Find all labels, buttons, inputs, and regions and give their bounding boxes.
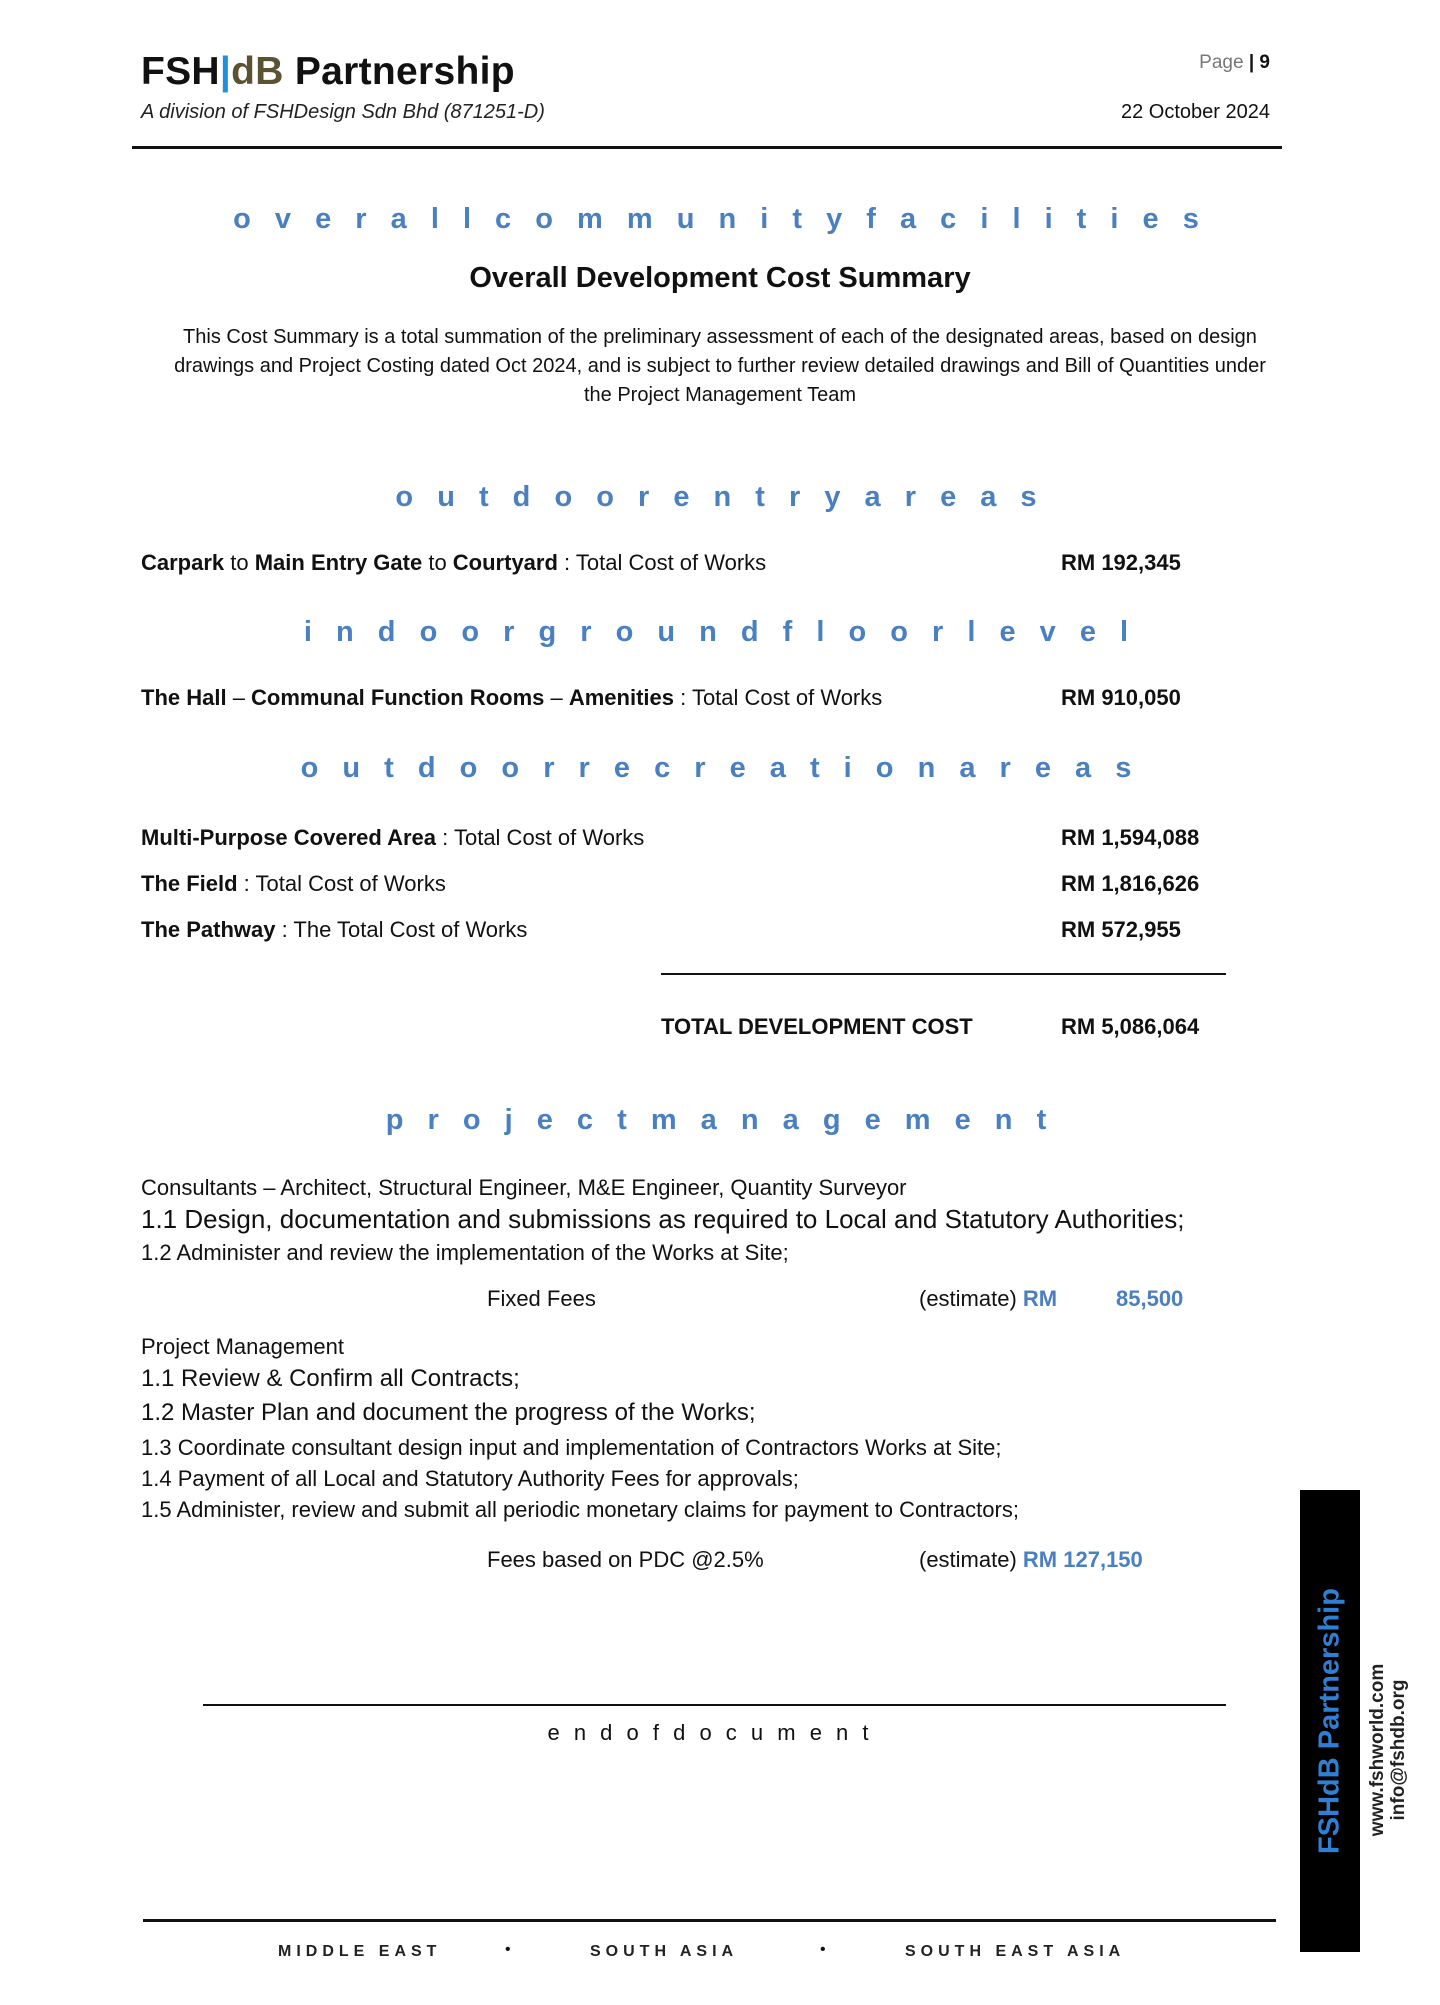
brand-fsh: FSH [141,50,220,93]
pm-item-2: 1.2 Master Plan and document the progress of the Works; [141,1399,756,1426]
page-separator: | [1248,52,1255,73]
hall-dash-1: – [226,685,252,710]
pm-fee-label: Fees based on PDC @2.5% [487,1547,764,1572]
cost-row-hall [141,685,882,711]
cost-row-entry [141,550,766,576]
cost-amount-field: RM 1,816,626 [1061,871,1200,896]
brand-db: dB [231,50,284,93]
pm-fee-value [919,1547,1143,1573]
total-underline [661,973,1226,975]
cost-row-field [141,871,446,897]
header-divider [132,146,1282,149]
field-name: The Field [141,871,238,896]
section-heading-overall: o v e r a l l c o m m u n i t y f a c i l i t i e s [233,203,1207,235]
pm-item-1: 1.1 Review & Confirm all Contracts; [141,1365,520,1392]
cost-row-multi-purpose [141,825,644,851]
consultants-rm: RM [1022,1286,1058,1311]
region-middle-east: MIDDLE EAST [278,1943,442,1960]
pm-item-3: 1.3 Coordinate consultant design input and implementation of Contractors Works at Site; [141,1435,1002,1460]
consultants-item-1: 1.1 Design, documentation and submissions as required to Local and Statutory Authorities; [141,1204,1185,1234]
company-logo-text [141,50,515,94]
page-title: Overall Development Cost Summary [469,262,971,294]
multi-purpose-name: Multi-Purpose Covered Area [141,825,437,850]
page-label: Page [1199,52,1244,73]
side-brand-banner [1300,1490,1360,1952]
hall-function-rooms: Communal Function Rooms [251,685,545,710]
entry-to-2: to [422,550,453,575]
pm-estimate: (estimate) [919,1547,1017,1572]
document-date: 22 October 2024 [1121,101,1270,123]
pathway-suffix: : The Total Cost of Works [275,917,528,942]
hall-dash-2: – [544,685,569,710]
page-number [990,52,1270,74]
entry-carpark: Carpark [141,550,225,575]
region-separator-1: • [505,1941,511,1958]
pm-item-5: 1.5 Administer, review and submit all periodic monetary claims for payment to Contractors; [141,1497,1019,1522]
region-separator-2: • [820,1941,826,1958]
consultants-estimate: (estimate) [919,1286,1017,1311]
hall-suffix: : Total Cost of Works [674,685,883,710]
entry-to-1: to [224,550,255,575]
region-south-east-asia: SOUTH EAST ASIA [905,1943,1126,1960]
pm-fee-amount: RM 127,150 [1022,1547,1143,1572]
multi-purpose-suffix: : Total Cost of Works [436,825,645,850]
cost-amount-pathway: RM 572,955 [1061,917,1181,942]
end-of-document: e n d o f d o c u m e n t [547,1720,873,1745]
contact-info [1363,1630,1413,1870]
section-heading-outdoor-entry: o u t d o o r e n t r y a r e a s [395,481,1045,513]
email-link[interactable]: info@fshdb.org [1388,1679,1409,1821]
cost-amount-multi-purpose: RM 1,594,088 [1061,825,1200,850]
entry-courtyard: Courtyard [452,550,558,575]
footer-divider [143,1919,1276,1922]
consultants-heading: Consultants – Architect, Structural Engineer, M&E Engineer, Quantity Surveyor [141,1175,907,1200]
brand-divider: | [219,50,232,93]
pm-item-4: 1.4 Payment of all Local and Statutory Authority Fees for approvals; [141,1466,799,1491]
section-heading-outdoor-recreation: o u t d o o r r e c r e a t i o n a r e a s [300,752,1140,784]
cost-amount-entry: RM 192,345 [1061,550,1181,575]
total-label: TOTAL DEVELOPMENT COST [661,1014,973,1039]
hall-amenities: Amenities [568,685,674,710]
section-heading-indoor-ground: i n d o o r g r o u n d f l o o r l e v e l [303,616,1137,648]
region-south-asia: SOUTH ASIA [590,1943,739,1960]
end-divider [203,1704,1226,1706]
pathway-name: The Pathway [141,917,276,942]
consultants-fee-amount: 85,500 [1116,1286,1184,1311]
website-link[interactable]: www.fshworld.com [1367,1663,1388,1837]
consultants-fee-label: Fixed Fees [487,1286,596,1311]
cost-amount-hall: RM 910,050 [1061,685,1181,710]
pm-heading: Project Management [141,1334,344,1359]
brand-partnership: Partnership [294,50,515,93]
entry-main-gate: Main Entry Gate [254,550,423,575]
company-tagline: A division of FSHDesign Sdn Bhd (871251-D) [141,101,545,123]
field-suffix: : Total Cost of Works [237,871,446,896]
side-brand-text: FSHdB Partnership [1313,1588,1346,1854]
hall-name: The Hall [141,685,227,710]
total-amount: RM 5,086,064 [1061,1014,1200,1039]
entry-suffix: : Total Cost of Works [557,550,767,575]
consultants-fee-value [919,1286,1057,1312]
intro-paragraph: This Cost Summary is a total summation of the preliminary assessment of each of the designated areas, based on design drawings and Project Costing dated Oct 2024, and is subject to further review detailed drawings and Bill of Quantities under the Project Management Team [174,326,1266,406]
page-number-value: 9 [1259,52,1270,73]
cost-row-pathway [141,917,527,943]
section-heading-project-management: p r o j e c t m a n a g e m e n t [385,1104,1055,1136]
consultants-item-2: 1.2 Administer and review the implementation of the Works at Site; [141,1240,789,1265]
